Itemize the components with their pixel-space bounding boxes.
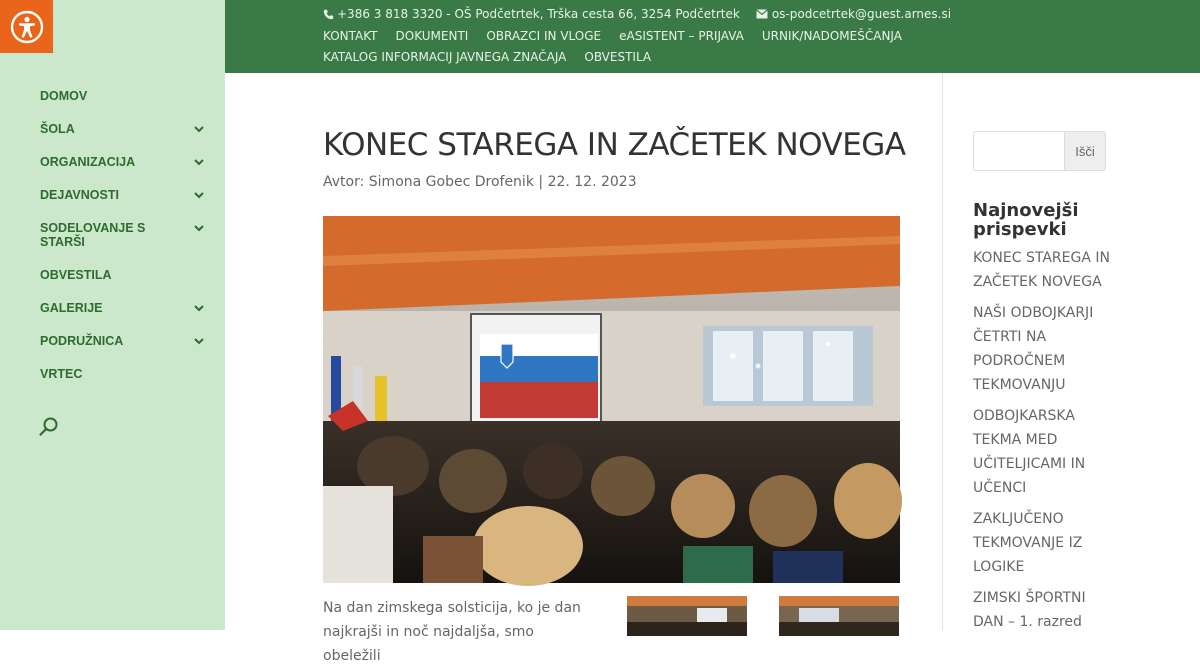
nav-item-label: GALERIJE xyxy=(40,301,103,315)
secondary-navigation xyxy=(323,29,983,65)
topnav-link-dokumenti[interactable]: DOKUMENTI xyxy=(395,29,469,43)
featured-image[interactable] xyxy=(323,216,900,583)
chevron-down-icon[interactable] xyxy=(192,122,206,136)
chevron-down-icon[interactable] xyxy=(192,188,206,202)
nav-item-domov[interactable] xyxy=(40,89,210,103)
nav-item-label: VRTEC xyxy=(40,367,83,381)
accessibility-icon xyxy=(10,10,44,44)
main-navigation xyxy=(40,89,210,400)
school-hall-photo xyxy=(323,216,900,583)
post-date: 22. 12. 2023 xyxy=(547,174,637,190)
sidebar-search-form xyxy=(973,131,1106,171)
sidebar-divider xyxy=(942,73,943,630)
sidebar-search-button[interactable]: Išči xyxy=(1064,131,1106,171)
recent-post-link[interactable]: KONEC STAREGA IN ZAČETEK NOVEGA xyxy=(973,250,1110,290)
author-link[interactable]: Simona Gobec Drofenik xyxy=(368,174,534,190)
chevron-down-icon[interactable] xyxy=(192,301,206,315)
recent-post-link[interactable]: ZAKLJUČENO TEKMOVANJE IZ LOGIKE xyxy=(973,511,1083,575)
nav-item-vrtec[interactable] xyxy=(40,367,210,381)
author-prefix: Avtor: xyxy=(323,174,365,190)
post-meta xyxy=(323,170,903,194)
recent-posts-list xyxy=(973,246,1113,641)
nav-item-label: ORGANIZACIJA xyxy=(40,155,136,169)
recent-post-link[interactable]: ODBOJKARSKA TEKMA MED UČITELJICAMI IN UČENCI xyxy=(973,408,1086,496)
post-header xyxy=(323,120,906,194)
meta-separator: | xyxy=(538,174,544,190)
sidebar-search-input[interactable] xyxy=(973,131,1064,171)
email-link[interactable] xyxy=(756,7,951,21)
nav-item-label: OBVESTILA xyxy=(40,268,112,282)
search-icon[interactable] xyxy=(38,416,60,438)
topnav-link-obvestila[interactable]: OBVESTILA xyxy=(584,50,652,64)
phone-icon xyxy=(323,9,334,20)
recent-post-link[interactable]: ZIMSKI ŠPORTNI DAN – 1. razred xyxy=(973,590,1086,630)
email-text: os-podcetrtek@guest.arnes.si xyxy=(771,7,952,21)
nav-item-label: SODELOVANJE S STARŠI xyxy=(40,221,146,249)
gallery-photo xyxy=(779,596,899,636)
envelope-icon xyxy=(756,9,768,19)
nav-item-label: ŠOLA xyxy=(40,122,75,136)
post-excerpt: Na dan zimskega solsticija, ko je dan najkrajši in noč najdaljša, smo obeležili xyxy=(323,600,581,664)
topnav-link-obrazci[interactable]: OBRAZCI IN VLOGE xyxy=(486,29,602,43)
top-header-bar xyxy=(225,0,1200,73)
phone-address-text: +386 3 818 3320 - OŠ Podčetrtek, Trška cesta 66, 3254 Podčetrtek xyxy=(337,7,740,21)
nav-item-organizacija[interactable] xyxy=(40,155,210,169)
gallery-thumbnail[interactable] xyxy=(779,596,899,636)
topnav-link-katalog[interactable]: KATALOG INFORMACIJ JAVNEGA ZNAČAJA xyxy=(323,50,567,64)
chevron-down-icon[interactable] xyxy=(192,334,206,348)
nav-item-sola[interactable] xyxy=(40,122,210,136)
nav-item-label: PODRUŽNICA xyxy=(40,334,124,348)
topnav-link-urnik[interactable]: URNIK/NADOMEŠČANJA xyxy=(761,29,902,43)
gallery-photo xyxy=(627,596,747,636)
nav-item-sodelovanje[interactable] xyxy=(40,221,210,249)
topnav-link-kontakt[interactable]: KONTAKT xyxy=(323,29,378,43)
nav-item-podruznica[interactable] xyxy=(40,334,210,348)
chevron-down-icon[interactable] xyxy=(192,155,206,169)
topnav-link-easistent[interactable]: eASISTENT – PRIJAVA xyxy=(619,29,744,43)
nav-item-dejavnosti[interactable] xyxy=(40,188,210,202)
chevron-down-icon[interactable] xyxy=(192,221,206,235)
accessibility-button[interactable] xyxy=(0,0,53,53)
nav-item-label: DEJAVNOSTI xyxy=(40,188,119,202)
post-title: KONEC STAREGA IN ZAČETEK NOVEGA xyxy=(323,127,906,163)
nav-item-galerije[interactable] xyxy=(40,301,210,315)
contact-info xyxy=(323,7,951,21)
recent-posts-heading: Najnovejši prispevki xyxy=(973,200,1079,240)
nav-item-label: DOMOV xyxy=(40,89,88,103)
left-sidebar xyxy=(0,0,225,630)
recent-post-link[interactable]: NAŠI ODBOJKARJI ČETRTI NA PODROČNEM TEKMOVANJU xyxy=(973,305,1094,393)
gallery-thumbnail[interactable] xyxy=(627,596,747,636)
nav-item-obvestila[interactable] xyxy=(40,268,210,282)
